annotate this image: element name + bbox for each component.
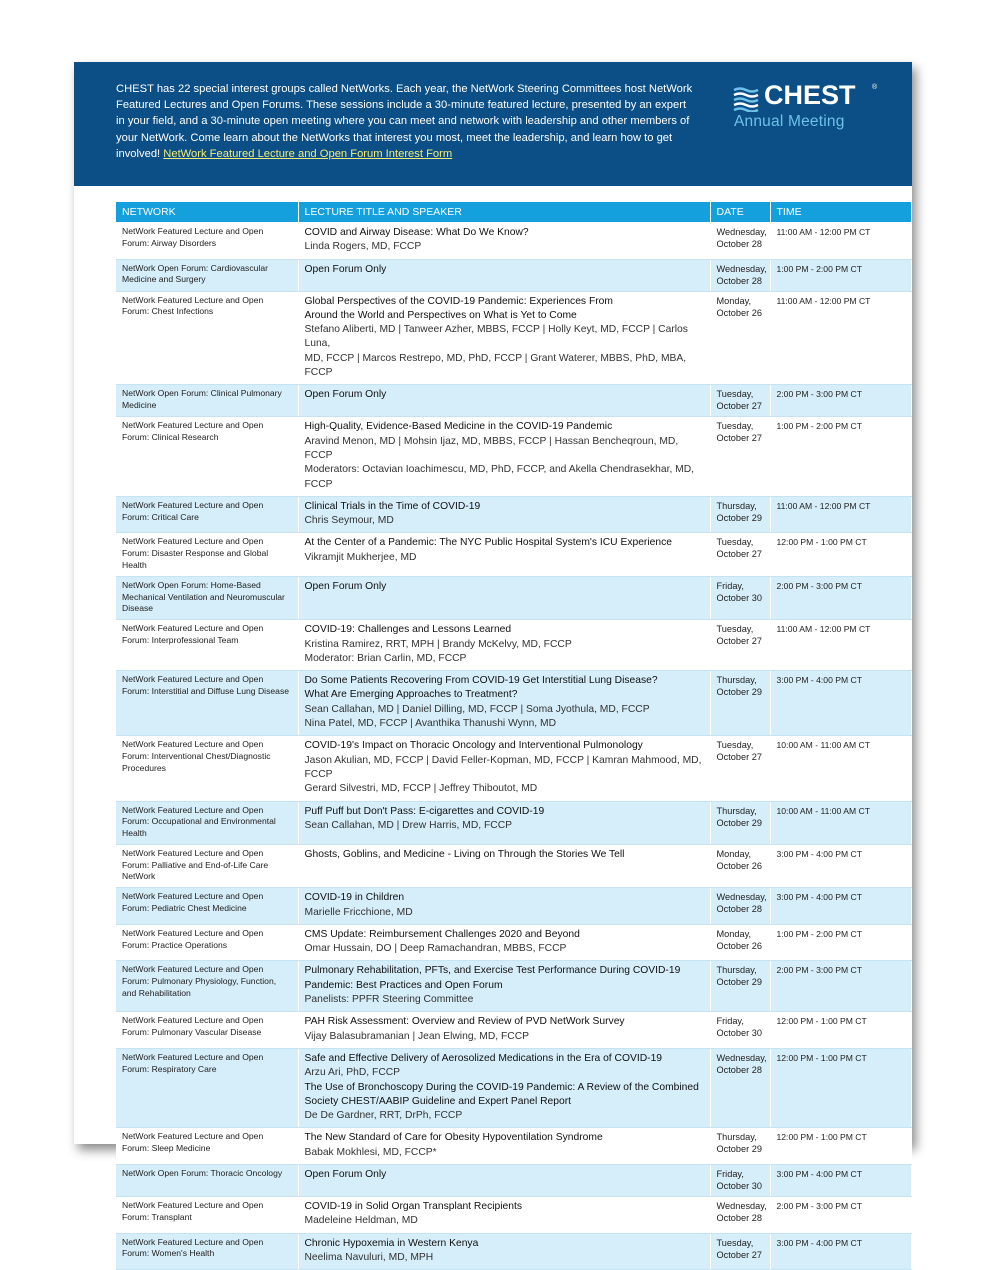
intro-banner	[74, 62, 912, 186]
network-cell: NetWork Featured Lecture and Open Forum: Pediatric Chest Medicine	[116, 888, 298, 925]
chest-logo-stripes-icon	[732, 86, 760, 112]
date-cell	[710, 1048, 770, 1127]
intro-paragraph	[116, 81, 696, 162]
time-cell: 10:00 AM - 11:00 AM CT	[770, 736, 911, 801]
lecture-cell	[298, 223, 710, 260]
speaker-line: Aravind Menon, MD | Mohsin Ijaz, MD, MBBS, FCCP | Hassan Bencheqroun, MD, FCCP	[304, 435, 679, 461]
time-cell: 1:00 PM - 2:00 PM CT	[770, 417, 911, 496]
table-row	[116, 1012, 911, 1049]
lecture-title-line: What Are Emerging Approaches to Treatment?	[304, 689, 518, 701]
time-cell: 3:00 PM - 4:00 PM CT	[770, 671, 911, 736]
date-cell	[710, 671, 770, 736]
day-text: October 26	[716, 940, 762, 951]
speaker-line: Vikramjit Mukherjee, MD	[304, 551, 417, 563]
date-cell	[710, 259, 770, 291]
weekday-text: Wednesday,	[716, 263, 767, 274]
day-text: October 28	[716, 904, 762, 915]
date-cell	[710, 1012, 770, 1049]
day-text: October 27	[716, 752, 762, 763]
day-text: October 27	[716, 433, 762, 444]
table-row	[116, 888, 911, 925]
table-row	[116, 533, 911, 576]
speaker-line: Moderators: Octavian Ioachimescu, MD, PhD, FCCP, and Akella Chendrasekhar, MD, FCCP	[304, 464, 695, 490]
table-row	[116, 576, 911, 619]
network-cell: NetWork Featured Lecture and Open Forum: Transplant	[116, 1197, 298, 1234]
date-cell	[710, 417, 770, 496]
network-cell: NetWork Featured Lecture and Open Forum: Interventional Chest/Diagnostic Procedures	[116, 736, 298, 801]
day-text: October 29	[716, 687, 762, 698]
document-page	[74, 62, 912, 1263]
table-row	[116, 385, 911, 417]
lecture-cell	[298, 671, 710, 736]
table-row	[116, 417, 911, 496]
weekday-text: Tuesday,	[716, 740, 754, 751]
day-text: October 28	[716, 275, 762, 286]
lecture-cell	[298, 1128, 710, 1165]
time-cell: 3:00 PM - 4:00 PM CT	[770, 844, 911, 887]
time-cell: 1:00 PM - 2:00 PM CT	[770, 259, 911, 291]
lecture-cell	[298, 961, 710, 1012]
date-cell	[710, 801, 770, 844]
table-header-row	[116, 202, 911, 223]
network-cell: NetWork Featured Lecture and Open Forum: Pulmonary Vascular Disease	[116, 1012, 298, 1049]
table-row	[116, 1233, 911, 1270]
lecture-title-line: Do Some Patients Recovering From COVID-19 Get Interstitial Lung Disease?	[304, 675, 658, 687]
lecture-title-line: CMS Update: Reimbursement Challenges 2020 and Beyond	[304, 928, 580, 940]
date-cell	[710, 844, 770, 887]
table-row	[116, 924, 911, 961]
network-cell: NetWork Open Forum: Home-Based Mechanical Ventilation and Neuromuscular Disease	[116, 576, 298, 619]
day-text: October 28	[716, 1213, 762, 1224]
time-cell: 12:00 PM - 1:00 PM CT	[770, 1128, 911, 1165]
day-text: October 28	[716, 1064, 762, 1075]
lecture-title-line: The New Standard of Care for Obesity Hypoventilation Syndrome	[304, 1132, 603, 1144]
lecture-cell	[298, 1012, 710, 1049]
date-cell	[710, 1197, 770, 1234]
time-cell: 2:00 PM - 3:00 PM CT	[770, 961, 911, 1012]
table-row	[116, 736, 911, 801]
day-text: October 30	[716, 1028, 762, 1039]
lecture-title-line: Global Perspectives of the COVID-19 Pandemic: Experiences From	[304, 295, 613, 307]
lecture-title-line: Around the World and Perspectives on What is Yet to Come	[304, 309, 577, 321]
interest-form-link[interactable]: NetWork Featured Lecture and Open Forum Interest Form	[163, 147, 453, 160]
lecture-title-line: COVID-19's Impact on Thoracic Oncology and Interventional Pulmonology	[304, 740, 643, 752]
table-row	[116, 620, 911, 671]
lecture-title-line: Open Forum Only	[304, 389, 387, 401]
day-text: October 27	[716, 549, 762, 560]
speaker-line: Omar Hussain, DO | Deep Ramachandran, MBBS, FCCP	[304, 943, 567, 955]
network-cell: NetWork Featured Lecture and Open Forum: Chest Infections	[116, 291, 298, 385]
speaker-line: Arzu Ari, PhD, FCCP	[304, 1067, 401, 1079]
network-cell: NetWork Open Forum: Clinical Pulmonary Medicine	[116, 385, 298, 417]
lecture-cell	[298, 1165, 710, 1197]
speaker-line: Vijay Balasubramanian | Jean Elwing, MD, FCCP	[304, 1030, 530, 1042]
speaker-line: Neelima Navuluri, MD, MPH	[304, 1251, 434, 1263]
lecture-title-line: COVID-19 in Children	[304, 892, 405, 904]
weekday-text: Thursday,	[716, 500, 757, 511]
weekday-text: Tuesday,	[716, 1237, 754, 1248]
lecture-cell	[298, 888, 710, 925]
speaker-line: Gerard Silvestri, MD, FCCP | Jeffrey Thiboutot, MD	[304, 783, 538, 795]
day-text: October 29	[716, 1144, 762, 1155]
lecture-cell	[298, 924, 710, 961]
speaker-line: Stefano Aliberti, MD | Tanweer Azher, MBBS, FCCP | Holly Keyt, MD, FCCP | Carlos Luna,	[304, 324, 688, 350]
lecture-cell	[298, 417, 710, 496]
day-text: October 29	[716, 512, 762, 523]
lecture-title-line: Clinical Trials in the Time of COVID-19	[304, 500, 481, 512]
time-cell: 12:00 PM - 1:00 PM CT	[770, 1012, 911, 1049]
time-cell: 2:00 PM - 3:00 PM CT	[770, 1197, 911, 1234]
lecture-title-line: High-Quality, Evidence-Based Medicine in the COVID-19 Pandemic	[304, 421, 613, 433]
network-cell: NetWork Open Forum: Cardiovascular Medicine and Surgery	[116, 259, 298, 291]
weekday-text: Friday,	[716, 1016, 744, 1027]
day-text: October 30	[716, 592, 762, 603]
speaker-line: Chris Seymour, MD	[304, 515, 394, 527]
speaker-line: Sean Callahan, MD | Daniel Dilling, MD, FCCP | Soma Jyothula, MD, FCCP	[304, 703, 650, 715]
day-text: October 27	[716, 401, 762, 412]
speaker-line: MD, FCCP | Marcos Restrepo, MD, PhD, FCCP | Grant Waterer, MBBS, PhD, MBA, FCCP	[304, 352, 687, 379]
speaker-line: Moderator: Brian Carlin, MD, FCCP	[304, 652, 467, 664]
time-cell: 12:00 PM - 1:00 PM CT	[770, 533, 911, 576]
date-cell	[710, 620, 770, 671]
date-cell	[710, 533, 770, 576]
lecture-cell	[298, 1197, 710, 1234]
lecture-title-line: At the Center of a Pandemic: The NYC Public Hospital System's ICU Experience	[304, 537, 672, 549]
lecture-cell	[298, 736, 710, 801]
table-row	[116, 1128, 911, 1165]
date-cell	[710, 1128, 770, 1165]
time-cell: 2:00 PM - 3:00 PM CT	[770, 576, 911, 619]
lecture-title-line: Puff Puff but Don't Pass: E-cigarettes and COVID-19	[304, 805, 545, 817]
day-text: October 29	[716, 817, 762, 828]
table-row	[116, 801, 911, 844]
day-text: October 27	[716, 636, 762, 647]
weekday-text: Thursday,	[716, 675, 757, 686]
lecture-cell	[298, 620, 710, 671]
time-cell: 11:00 AM - 12:00 PM CT	[770, 223, 911, 260]
time-cell: 3:00 PM - 4:00 PM CT	[770, 888, 911, 925]
schedule-table	[116, 202, 912, 1270]
time-cell: 3:00 PM - 4:00 PM CT	[770, 1165, 911, 1197]
weekday-text: Friday,	[716, 1169, 744, 1180]
weekday-text: Thursday,	[716, 1132, 757, 1143]
speaker-line: De De Gardner, RRT, DrPh, FCCP	[304, 1110, 463, 1122]
weekday-text: Wednesday,	[716, 227, 767, 237]
date-cell	[710, 576, 770, 619]
date-cell	[710, 496, 770, 533]
speaker-line: Madeleine Heldman, MD	[304, 1215, 418, 1227]
time-cell: 10:00 AM - 11:00 AM CT	[770, 801, 911, 844]
lecture-title-line: Open Forum Only	[304, 580, 387, 592]
table-row	[116, 671, 911, 736]
lecture-title-line: Safe and Effective Delivery of Aerosolized Medications in the Era of COVID-19	[304, 1052, 663, 1064]
network-cell: NetWork Featured Lecture and Open Forum: Critical Care	[116, 496, 298, 533]
day-text: October 29	[716, 977, 762, 988]
chest-logo	[732, 82, 882, 152]
day-text: October 26	[716, 307, 762, 318]
date-cell	[710, 1165, 770, 1197]
network-cell: NetWork Featured Lecture and Open Forum: Sleep Medicine	[116, 1128, 298, 1165]
table-row	[116, 223, 911, 260]
date-cell	[710, 291, 770, 385]
speaker-line: Panelists: PPFR Steering Committee	[304, 994, 474, 1006]
day-text: October 30	[716, 1181, 762, 1192]
weekday-text: Monday,	[716, 848, 752, 859]
logo-subtitle: Annual Meeting	[734, 113, 845, 130]
lecture-title-line: The Use of Bronchoscopy During the COVID-19 Pandemic: A Review of the Combined	[304, 1081, 699, 1093]
weekday-text: Monday,	[716, 928, 752, 939]
date-cell	[710, 961, 770, 1012]
weekday-text: Monday,	[716, 295, 752, 306]
time-cell: 11:00 AM - 12:00 PM CT	[770, 496, 911, 533]
lecture-title-line: COVID-19 in Solid Organ Transplant Recipients	[304, 1201, 522, 1213]
weekday-text: Wednesday,	[716, 1052, 767, 1063]
date-cell	[710, 924, 770, 961]
speaker-line: Babak Mokhlesi, MD, FCCP*	[304, 1146, 437, 1158]
lecture-cell	[298, 801, 710, 844]
lecture-title-line: COVID and Airway Disease: What Do We Know?	[304, 227, 529, 238]
network-cell: NetWork Featured Lecture and Open Forum: Clinical Research	[116, 417, 298, 496]
lecture-cell	[298, 259, 710, 291]
speaker-line: Linda Rogers, MD, FCCP	[304, 241, 422, 253]
weekday-text: Thursday,	[716, 965, 757, 976]
weekday-text: Wednesday,	[716, 892, 767, 903]
table-row	[116, 496, 911, 533]
weekday-text: Thursday,	[716, 805, 757, 816]
network-cell: NetWork Featured Lecture and Open Forum: Occupational and Environmental Health	[116, 801, 298, 844]
column-header-network: NETWORK	[116, 202, 298, 223]
time-cell: 11:00 AM - 12:00 PM CT	[770, 291, 911, 385]
lecture-title-line: Pulmonary Rehabilitation, PFTs, and Exercise Test Performance During COVID-19	[304, 965, 681, 977]
network-cell: NetWork Featured Lecture and Open Forum: Interprofessional Team	[116, 620, 298, 671]
column-header-time: TIME	[770, 202, 911, 223]
logo-registered-mark: ®	[872, 84, 878, 91]
table-row	[116, 291, 911, 385]
network-cell: NetWork Featured Lecture and Open Forum: Pulmonary Physiology, Function, and Rehabilitation	[116, 961, 298, 1012]
lecture-title-line: Ghosts, Goblins, and Medicine - Living on Through the Stories We Tell	[304, 848, 625, 860]
network-cell: NetWork Featured Lecture and Open Forum: Women's Health	[116, 1233, 298, 1270]
date-cell	[710, 736, 770, 801]
date-cell	[710, 1233, 770, 1270]
lecture-cell	[298, 385, 710, 417]
intro-text: CHEST has 22 special interest groups called NetWorks. Each year, the NetWork Steering Committees host NetWork Featured Lectures and Open Forums. These sessions include a 30-minute featured lecture, presented by an expert in your field, and a 30-minute open meeting where you can meet and network with leadership and other members of your NetWork. Come learn about the NetWorks that interest you most, meet the leadership, and learn how to get involved!	[116, 83, 693, 160]
network-cell: NetWork Open Forum: Thoracic Oncology	[116, 1165, 298, 1197]
lecture-title-line: Open Forum Only	[304, 263, 387, 275]
network-cell: NetWork Featured Lecture and Open Forum: Airway Disorders	[116, 223, 298, 260]
date-cell	[710, 223, 770, 260]
weekday-text: Friday,	[716, 580, 744, 591]
lecture-cell	[298, 1233, 710, 1270]
network-cell: NetWork Featured Lecture and Open Forum: Palliative and End-of-Life Care NetWork	[116, 844, 298, 887]
table-row	[116, 1165, 911, 1197]
table-row	[116, 259, 911, 291]
table-row	[116, 1197, 911, 1234]
date-cell	[710, 385, 770, 417]
lecture-title-line: Open Forum Only	[304, 1169, 387, 1181]
lecture-cell	[298, 291, 710, 385]
table-row	[116, 1048, 911, 1127]
date-cell	[710, 888, 770, 925]
lecture-title-line: COVID-19: Challenges and Lessons Learned	[304, 624, 512, 636]
column-header-lecture: LECTURE TITLE AND SPEAKER	[298, 202, 710, 223]
lecture-cell	[298, 844, 710, 887]
weekday-text: Wednesday,	[716, 1201, 767, 1212]
day-text: October 27	[716, 1249, 762, 1260]
speaker-line: Marielle Fricchione, MD	[304, 906, 413, 918]
speaker-line: Sean Callahan, MD | Drew Harris, MD, FCCP	[304, 819, 513, 831]
weekday-text: Tuesday,	[716, 389, 754, 400]
day-text: October 28	[716, 239, 762, 249]
time-cell: 11:00 AM - 12:00 PM CT	[770, 620, 911, 671]
lecture-cell	[298, 496, 710, 533]
lecture-title-line: PAH Risk Assessment: Overview and Review of PVD NetWork Survey	[304, 1016, 625, 1028]
lecture-cell	[298, 533, 710, 576]
table-row	[116, 961, 911, 1012]
speaker-line: Jason Akulian, MD, FCCP | David Feller-Kopman, MD, FCCP | Kamran Mahmood, MD, FCCP	[304, 754, 702, 780]
network-cell: NetWork Featured Lecture and Open Forum: Interstitial and Diffuse Lung Disease	[116, 671, 298, 736]
time-cell: 3:00 PM - 4:00 PM CT	[770, 1233, 911, 1270]
network-cell: NetWork Featured Lecture and Open Forum: Practice Operations	[116, 924, 298, 961]
column-header-date: DATE	[710, 202, 770, 223]
weekday-text: Tuesday,	[716, 624, 754, 635]
weekday-text: Tuesday,	[716, 537, 754, 548]
time-cell: 1:00 PM - 2:00 PM CT	[770, 924, 911, 961]
time-cell: 2:00 PM - 3:00 PM CT	[770, 385, 911, 417]
lecture-title-line: Society CHEST/AABIP Guideline and Expert Panel Report	[304, 1095, 572, 1107]
table-row	[116, 844, 911, 887]
time-cell: 12:00 PM - 1:00 PM CT	[770, 1048, 911, 1127]
speaker-line: Nina Patel, MD, FCCP | Avanthika Thanushi Wynn, MD	[304, 718, 557, 730]
weekday-text: Tuesday,	[716, 421, 754, 432]
logo-wordmark: CHEST	[764, 80, 856, 110]
network-cell: NetWork Featured Lecture and Open Forum: Disaster Response and Global Health	[116, 533, 298, 576]
day-text: October 26	[716, 860, 762, 871]
network-cell: NetWork Featured Lecture and Open Forum: Respiratory Care	[116, 1048, 298, 1127]
speaker-line: Kristina Ramirez, RRT, MPH | Brandy McKelvy, MD, FCCP	[304, 638, 572, 650]
lecture-cell	[298, 576, 710, 619]
lecture-title-line: Chronic Hypoxemia in Western Kenya	[304, 1237, 479, 1249]
lecture-cell	[298, 1048, 710, 1127]
lecture-title-line: Pandemic: Best Practices and Open Forum	[304, 979, 503, 991]
